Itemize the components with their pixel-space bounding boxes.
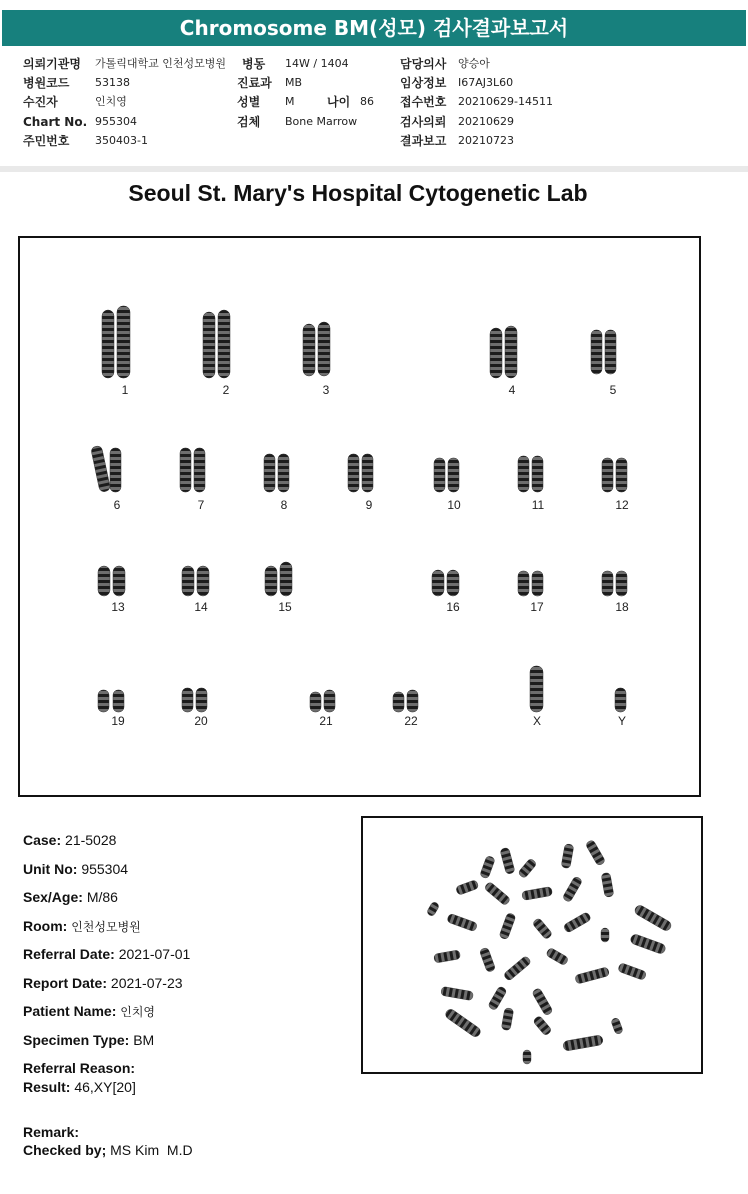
result-report-value: 20210723 bbox=[458, 134, 514, 147]
chromosome-label: X bbox=[532, 714, 541, 728]
chromosome-label: 18 bbox=[615, 600, 629, 614]
specimen-label: 검체 bbox=[237, 115, 261, 129]
chromosome-label: 19 bbox=[111, 714, 125, 728]
chart-label: Chart No. bbox=[23, 115, 88, 129]
patient-label: 수진자 bbox=[23, 95, 58, 109]
sexage-row bbox=[23, 889, 118, 905]
patient-name-label: Patient Name: bbox=[23, 1003, 117, 1019]
ward-label: 병동 bbox=[242, 57, 266, 71]
karyotype-panel bbox=[18, 236, 701, 797]
report-date-row bbox=[23, 975, 183, 991]
chromosome-label: 22 bbox=[404, 714, 418, 728]
chromosome-label: 5 bbox=[609, 383, 617, 397]
hosp-code-label: 병원코드 bbox=[23, 76, 70, 90]
patient-value: 인치영 bbox=[95, 95, 127, 108]
room-row bbox=[23, 918, 141, 935]
checked-value: MS Kim M.D bbox=[110, 1142, 193, 1158]
age-value: 86 bbox=[360, 95, 374, 108]
result-value: 46,XY[20] bbox=[74, 1079, 136, 1095]
hosp-code-value: 53138 bbox=[95, 76, 130, 89]
remark-label: Remark: bbox=[23, 1124, 80, 1140]
referral-date-row bbox=[23, 946, 190, 962]
specimen-type-label: Specimen Type: bbox=[23, 1032, 130, 1048]
referral-reason-row bbox=[23, 1060, 135, 1076]
chromosome-label: 12 bbox=[615, 498, 629, 512]
checked-row bbox=[23, 1142, 193, 1158]
referral-reason-label: Referral Reason: bbox=[23, 1060, 136, 1076]
resident-label: 주민번호 bbox=[23, 134, 70, 148]
sexage-value: M/86 bbox=[86, 889, 118, 905]
karyotype-image bbox=[20, 238, 699, 795]
ward-value: 14W / 1404 bbox=[285, 57, 349, 70]
report-title: Chromosome BM(성모) 검사결과보고서 bbox=[2, 10, 746, 46]
result-label: Result: bbox=[23, 1079, 71, 1095]
unit-value: 955304 bbox=[81, 861, 129, 877]
test-req-value: 20210629 bbox=[458, 115, 514, 128]
chromosome-label: 1 bbox=[121, 383, 129, 397]
patient-name-value: 인치영 bbox=[120, 1005, 156, 1019]
specimen-type-value: BM bbox=[133, 1032, 155, 1048]
patient-name-row bbox=[23, 1003, 155, 1020]
unit-label: Unit No: bbox=[23, 861, 78, 877]
receipt-value: 20210629-14511 bbox=[458, 95, 553, 108]
checked-label: Checked by; bbox=[23, 1142, 107, 1158]
report-date-label: Report Date: bbox=[23, 975, 108, 991]
dept-value: MB bbox=[285, 76, 303, 89]
sex-value: M bbox=[285, 95, 295, 108]
result-row bbox=[23, 1079, 136, 1095]
chromosome-label: 6 bbox=[113, 498, 121, 512]
specimen-value: Bone Marrow bbox=[285, 115, 358, 128]
result-report-label: 결과보고 bbox=[400, 134, 447, 148]
remark-row bbox=[23, 1124, 79, 1140]
case-label: Case: bbox=[23, 832, 62, 848]
referral-date-label: Referral Date: bbox=[23, 946, 115, 962]
test-req-label: 검사의뢰 bbox=[400, 115, 447, 129]
req-inst-value: 가톨릭대학교 인천성모병원 bbox=[95, 57, 227, 70]
clinical-value: I67AJ3L60 bbox=[458, 76, 514, 89]
chromosome-label: 3 bbox=[322, 383, 330, 397]
doctor-value: 양승아 bbox=[458, 57, 490, 70]
doctor-label: 담당의사 bbox=[400, 57, 447, 71]
chromosome-label: 21 bbox=[319, 714, 333, 728]
metaphase-panel bbox=[361, 816, 703, 1074]
specimen-type-row bbox=[23, 1032, 154, 1048]
chromosome-label: 16 bbox=[446, 600, 460, 614]
chromosome-label: 11 bbox=[531, 498, 545, 512]
unit-row bbox=[23, 861, 128, 877]
chromosome-label: 15 bbox=[278, 600, 292, 614]
sexage-label: Sex/Age: bbox=[23, 889, 83, 905]
receipt-label: 접수번호 bbox=[400, 95, 447, 109]
chromosome-label: 13 bbox=[111, 600, 125, 614]
clinical-label: 임상정보 bbox=[400, 76, 447, 90]
chromosome-label: 7 bbox=[197, 498, 205, 512]
room-value: 인천성모병원 bbox=[71, 920, 141, 934]
referral-date-value: 2021-07-01 bbox=[118, 946, 191, 962]
room-label: Room: bbox=[23, 918, 68, 934]
sex-label: 성별 bbox=[237, 95, 261, 109]
chromosome-label: Y bbox=[617, 714, 626, 728]
chromosome-label: 17 bbox=[530, 600, 544, 614]
resident-value: 350403-1 bbox=[95, 134, 148, 147]
chromosome-label: 8 bbox=[280, 498, 288, 512]
case-row bbox=[23, 832, 116, 848]
dept-label: 진료과 bbox=[237, 76, 272, 90]
report-date-value: 2021-07-23 bbox=[110, 975, 183, 991]
chromosome-label: 14 bbox=[194, 600, 208, 614]
chromosome-label: 4 bbox=[508, 383, 516, 397]
chromosome-label: 20 bbox=[194, 714, 208, 728]
chromosome-label: 10 bbox=[447, 498, 461, 512]
req-inst-label: 의뢰기관명 bbox=[23, 57, 81, 71]
lab-title: Seoul St. Mary's Hospital Cytogenetic Lab bbox=[128, 180, 588, 206]
chart-value: 955304 bbox=[95, 115, 137, 128]
patient-info-panel bbox=[0, 48, 748, 168]
metaphase-image bbox=[363, 818, 701, 1072]
chromosome-label: 9 bbox=[365, 498, 373, 512]
chromosome-label: 2 bbox=[222, 383, 230, 397]
case-value: 21-5028 bbox=[65, 832, 117, 848]
age-label: 나이 bbox=[327, 95, 351, 109]
